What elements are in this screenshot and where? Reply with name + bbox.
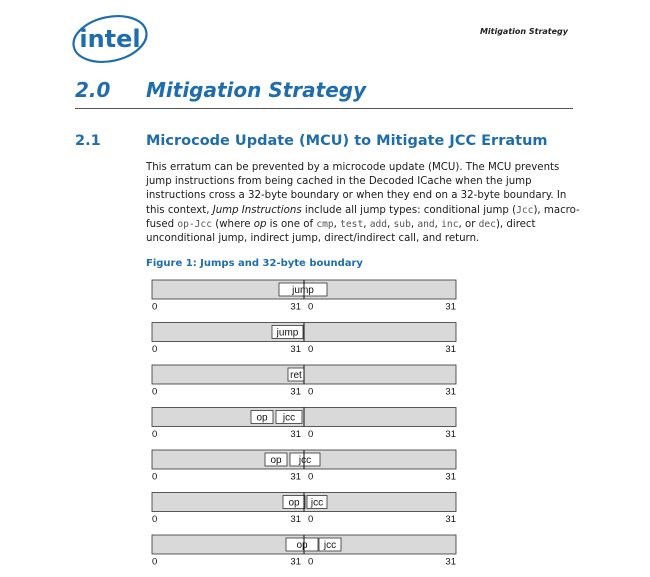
diagram-row bbox=[152, 535, 456, 568]
body-paragraph bbox=[146, 161, 580, 246]
text-run: , bbox=[434, 218, 442, 230]
diagram-row bbox=[152, 323, 456, 356]
tick-label: 31 bbox=[290, 386, 301, 398]
tick-label: 0 bbox=[152, 386, 158, 398]
instruction-label: jcc bbox=[310, 497, 324, 509]
tick-label: 31 bbox=[445, 429, 456, 440]
code-add: add bbox=[369, 218, 388, 230]
code-op-jcc: op-Jcc bbox=[177, 218, 212, 230]
paragraph-line: jump instructions from being cached in the Decoded ICache when the jump bbox=[146, 176, 532, 188]
text-run: , bbox=[387, 218, 394, 230]
code-jcc: Jcc bbox=[516, 204, 534, 216]
jump-boundary-diagram bbox=[148, 276, 462, 572]
diagram-row bbox=[152, 280, 456, 313]
tick-label: 31 bbox=[290, 301, 301, 313]
tick-label: 31 bbox=[445, 471, 456, 483]
tick-label: 0 bbox=[308, 556, 314, 568]
instruction-label: op bbox=[256, 412, 268, 424]
section-number: 2.0 bbox=[75, 78, 111, 102]
text-run: , bbox=[410, 218, 418, 230]
tick-label: 31 bbox=[290, 344, 301, 355]
instruction-label: jump bbox=[292, 285, 314, 297]
term-jump-instructions: Jump Instructions bbox=[212, 204, 302, 216]
text-run: include all jump types: conditional jump ( bbox=[301, 204, 517, 216]
instruction-label: op bbox=[270, 455, 282, 467]
instruction-label: jcc bbox=[282, 412, 296, 424]
tick-label: 31 bbox=[445, 556, 456, 568]
paragraph-line: instructions cross a 32-byte boundary or when they end on a 32-byte boundary. In bbox=[146, 190, 567, 202]
tick-label: 0 bbox=[152, 556, 158, 568]
section-divider bbox=[75, 108, 573, 109]
text-run: this context, bbox=[146, 204, 213, 216]
code-sub: sub bbox=[393, 218, 411, 230]
text-run: , bbox=[363, 218, 370, 230]
code-and: and bbox=[417, 218, 435, 230]
intel-logo-text: intel bbox=[79, 25, 141, 53]
text-run: (where bbox=[211, 218, 254, 230]
text-run: ), direct bbox=[495, 218, 536, 230]
code-test: test bbox=[340, 218, 364, 230]
instruction-label: jump bbox=[276, 327, 299, 339]
text-run: fused bbox=[146, 218, 178, 230]
code-cmp: cmp bbox=[316, 218, 334, 230]
tick-label: 31 bbox=[445, 386, 456, 398]
running-header: Mitigation Strategy bbox=[479, 27, 568, 36]
paragraph-line bbox=[146, 204, 580, 218]
tick-label: 0 bbox=[308, 301, 314, 313]
term-op: op bbox=[253, 218, 267, 230]
tick-label: 31 bbox=[290, 471, 301, 483]
figure-caption: Figure 1: Jumps and 32-byte boundary bbox=[146, 258, 363, 269]
text-run: , bbox=[333, 218, 341, 230]
diagram-row bbox=[152, 450, 456, 483]
tick-label: 0 bbox=[308, 344, 314, 355]
text-run: , or bbox=[458, 218, 479, 230]
tick-label: 0 bbox=[308, 514, 314, 525]
paragraph-line: This erratum can be prevented by a microcode update (MCU). The MCU prevents bbox=[146, 162, 560, 173]
text-run: ), macro- bbox=[533, 204, 580, 216]
paragraph-line: unconditional jump, indirect jump, direct/indirect call, and return. bbox=[146, 233, 480, 245]
tick-label: 0 bbox=[152, 429, 158, 440]
tick-label: 31 bbox=[445, 344, 456, 355]
instruction-label: ret bbox=[290, 370, 302, 382]
tick-label: 31 bbox=[290, 514, 301, 525]
tick-label: 0 bbox=[152, 301, 158, 313]
diagram-row bbox=[152, 493, 456, 526]
instruction-label: jcc bbox=[298, 455, 312, 467]
tick-label: 31 bbox=[445, 301, 456, 313]
section-title: Mitigation Strategy bbox=[146, 78, 367, 102]
paragraph-line bbox=[146, 218, 576, 232]
intel-logo bbox=[70, 12, 150, 64]
code-inc: inc bbox=[441, 218, 459, 230]
subsection-number: 2.1 bbox=[75, 133, 101, 149]
tick-label: 0 bbox=[308, 471, 314, 483]
tick-label: 0 bbox=[308, 386, 314, 398]
subsection-title: Microcode Update (MCU) to Mitigate JCC Erratum bbox=[146, 133, 548, 149]
tick-label: 0 bbox=[152, 344, 158, 355]
tick-label: 0 bbox=[308, 429, 314, 440]
instruction-label: op bbox=[288, 497, 300, 509]
instruction-label: jcc bbox=[323, 540, 337, 552]
tick-label: 0 bbox=[152, 514, 158, 525]
tick-label: 31 bbox=[290, 556, 301, 568]
diagram-row bbox=[152, 365, 456, 398]
code-dec: dec bbox=[478, 218, 496, 230]
instruction-label: op bbox=[296, 540, 308, 552]
tick-label: 31 bbox=[445, 514, 456, 525]
text-run: is one of bbox=[266, 218, 317, 230]
tick-label: 0 bbox=[152, 471, 158, 483]
tick-label: 31 bbox=[290, 429, 301, 440]
diagram-row bbox=[152, 408, 456, 441]
